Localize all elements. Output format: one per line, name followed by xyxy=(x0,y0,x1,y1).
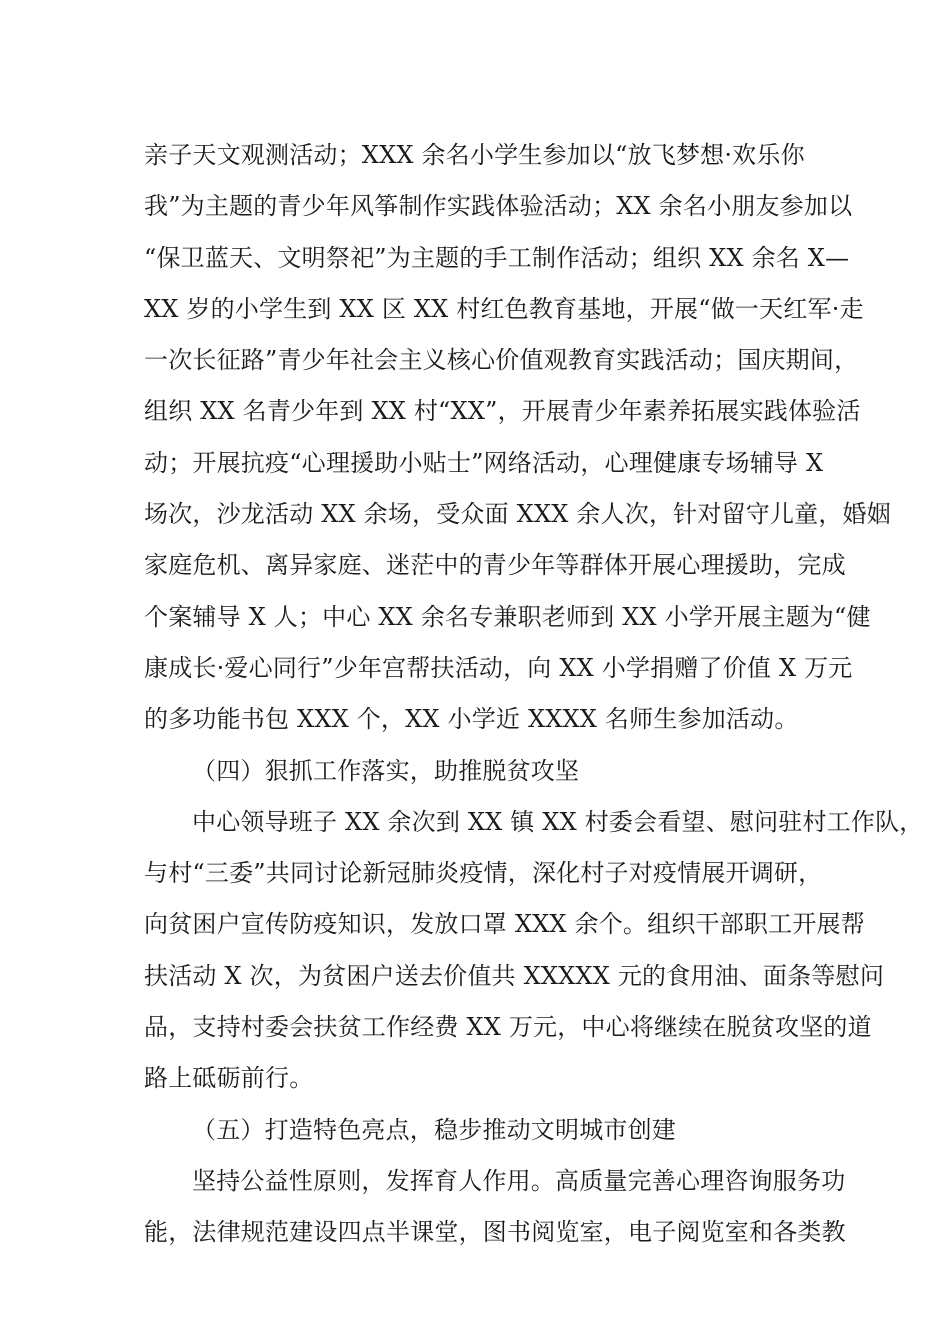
text-line: 一次长征路”青少年社会主义核心价值观教育实践活动；国庆期间， xyxy=(144,346,859,375)
text-line: 的多功能书包 XXX 个，XX 小学近 XXXX 名师生参加活动。 xyxy=(144,705,799,734)
section-heading: （四）狠抓工作落实，助推脱贫攻坚 xyxy=(192,756,580,785)
text-line: 组织 XX 名青少年到 XX 村“XX”，开展青少年素养拓展实践体验活 xyxy=(144,397,861,426)
text-line: 路上砥砺前行。 xyxy=(144,1064,314,1093)
text-line: 向贫困户宣传防疫知识，发放口罩 XXX 余个。组织干部职工开展帮 xyxy=(144,910,865,939)
text-line: 亲子天文观测活动；XXX 余名小学生参加以“放飞梦想·欢乐你 xyxy=(144,141,805,169)
text-line: 家庭危机、离异家庭、迷茫中的青少年等群体开展心理援助，完成 xyxy=(144,551,846,580)
text-line: 与村“三委”共同讨论新冠肺炎疫情，深化村子对疫情展开调研， xyxy=(144,859,823,888)
text-line: 能，法律规范建设四点半课堂，图书阅览室，电子阅览室和各类教 xyxy=(144,1218,846,1247)
text-line: 动；开展抗疫“心理援助小贴士”网络活动，心理健康专场辅导 X xyxy=(144,448,824,477)
text-line: 个案辅导 X 人；中心 XX 余名专兼职老师到 XX 小学开展主题为“健 xyxy=(144,602,871,631)
text-line: 坚持公益性原则，发挥育人作用。高质量完善心理咨询服务功 xyxy=(192,1166,846,1195)
body-text xyxy=(144,130,924,1259)
section-heading: （五）打造特色亮点，稳步推动文明城市创建 xyxy=(192,1115,676,1144)
text-line: 中心领导班子 XX 余次到 XX 镇 XX 村委会看望、慰问驻村工作队， xyxy=(192,807,924,836)
text-line: “保卫蓝天、文明祭祀”为主题的手工制作活动；组织 XX 余名 X— xyxy=(144,243,850,272)
text-line: 品，支持村委会扶贫工作经费 XX 万元，中心将继续在脱贫攻坚的道 xyxy=(144,1013,872,1042)
text-line: XX 岁的小学生到 XX 区 XX 村红色教育基地，开展“做一天红军·走 xyxy=(144,294,864,323)
text-line: 扶活动 X 次，为贫困户送去价值共 XXXXX 元的食用油、面条等慰问 xyxy=(144,961,885,990)
text-line: 康成长·爱心同行”少年宫帮扶活动，向 XX 小学捐赠了价值 X 万元 xyxy=(144,653,853,682)
text-line: 我”为主题的青少年风筝制作实践体验活动；XX 余名小朋友参加以 xyxy=(144,192,853,221)
text-line: 场次，沙龙活动 XX 余场，受众面 XXX 余人次，针对留守儿童，婚姻 xyxy=(144,500,891,529)
